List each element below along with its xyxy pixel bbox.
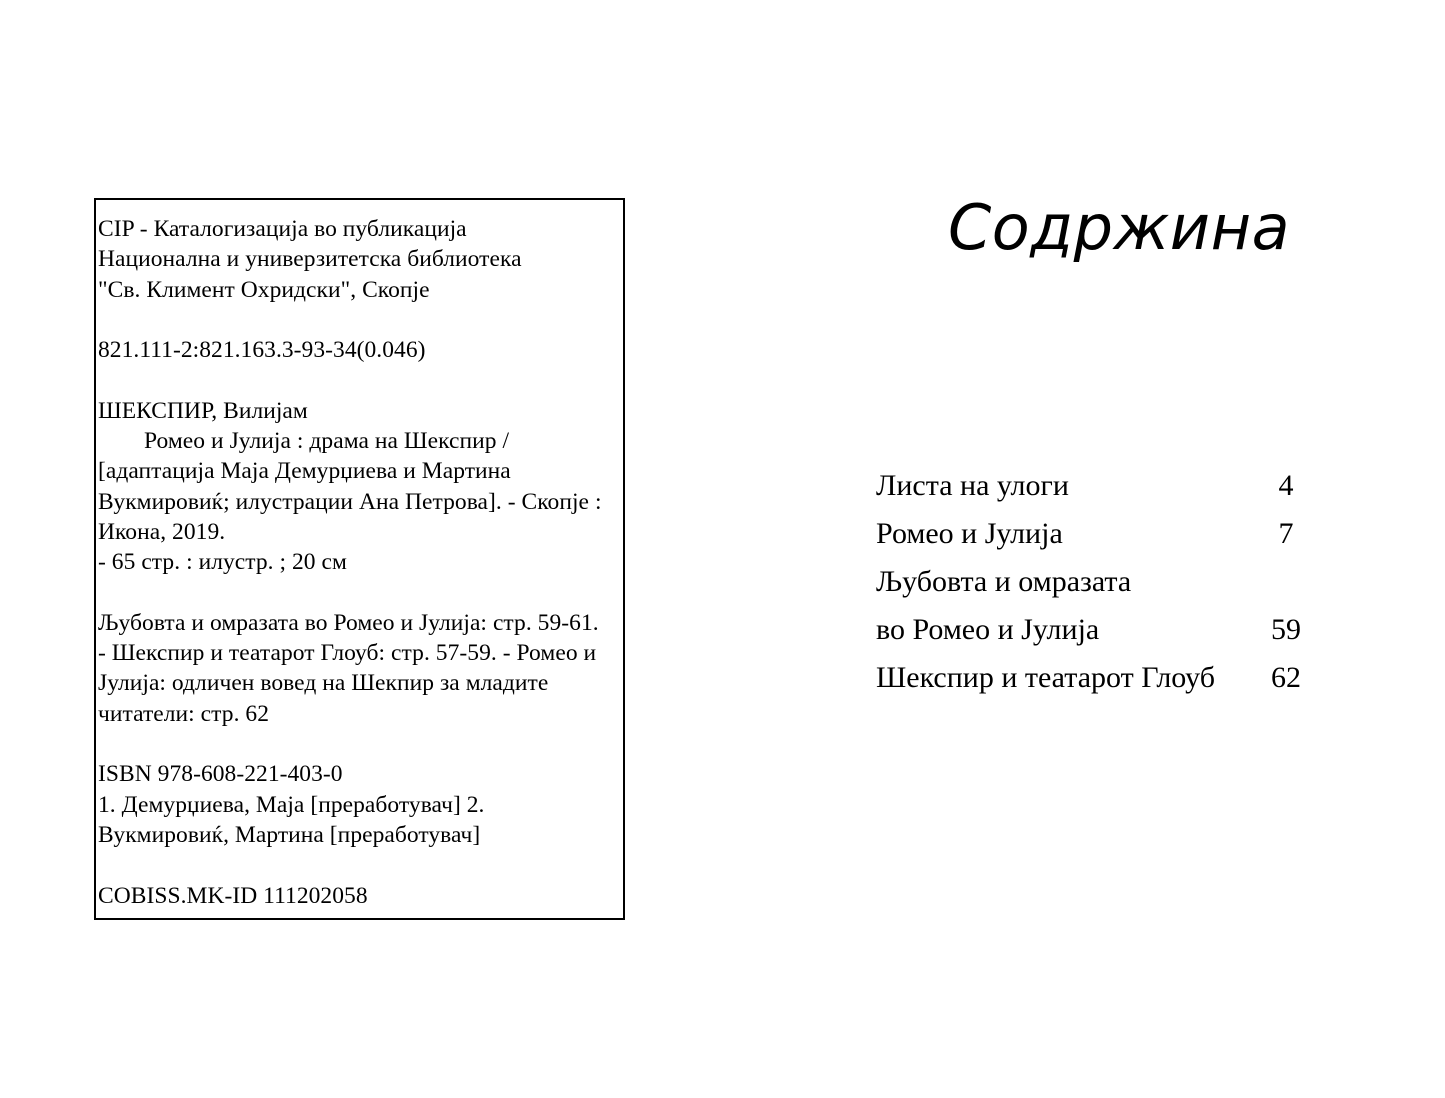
toc-entry-page-number: 62: [1271, 661, 1301, 694]
cip-paragraph-gap: [98, 578, 627, 608]
cip-line: CIP - Каталогизација во публикација: [98, 216, 467, 242]
cip-paragraph-gap: [98, 365, 627, 395]
cip-line: Јулија: одличен вовед на Шекпир за младите: [98, 670, 549, 697]
cip-box-content: [96, 214, 627, 911]
cip-paragraph: [98, 396, 627, 578]
toc-entry[interactable]: [876, 654, 1346, 702]
cip-paragraph: [98, 881, 627, 911]
toc-entry[interactable]: [876, 462, 1346, 510]
table-of-contents: [876, 462, 1346, 702]
cip-line: ШЕКСПИР, Вилијам: [98, 397, 308, 424]
cip-line: 821.111-2:821.163.3-93-34(0.046): [98, 337, 426, 364]
toc-entry-label: Шекспир и театарот Глоуб: [876, 661, 1216, 694]
cip-line: COBISS.MK-ID 111202058: [98, 882, 368, 909]
cip-line: "Св. Климент Охридски", Скопје: [98, 276, 430, 303]
cip-cataloging-box: [94, 198, 625, 920]
cip-paragraph-gap: [98, 729, 627, 759]
cip-line: Икона, 2019.: [98, 518, 226, 545]
cip-paragraph: [98, 335, 627, 365]
cip-line: Вукмировиќ; илустрации Ана Петрова]. - Скопје :: [98, 488, 602, 515]
cip-line: 1. Демурџиева, Маја [преработувач] 2.: [98, 791, 485, 818]
cip-line: - 65 стр. : илустр. ; 20 см: [98, 549, 347, 576]
cip-line: Национална и универзитетска библиотека: [98, 246, 522, 273]
cip-paragraph: [98, 759, 627, 850]
toc-entry-page-number: 4: [1278, 469, 1294, 502]
left-page-copyright: [0, 0, 722, 1098]
cip-line: читатели: стр. 62: [98, 700, 270, 727]
toc-entry[interactable]: [876, 606, 1346, 654]
cip-paragraph-gap: [98, 850, 627, 880]
cip-line: Ромео и Јулија : драма на Шекспир /: [144, 428, 510, 455]
cip-line: Вукмировиќ, Мартина [преработувач]: [98, 821, 481, 848]
toc-entry-label: Љубовта и омразата: [876, 565, 1132, 598]
page-title: Содржина: [948, 191, 1291, 264]
right-page-contents: [722, 0, 1445, 1098]
cip-paragraph: [98, 608, 627, 729]
cip-paragraph-gap: [98, 305, 627, 335]
toc-entry[interactable]: [876, 510, 1346, 558]
toc-entry[interactable]: [876, 558, 1346, 606]
toc-entry-label: Ромео и Јулија: [876, 517, 1063, 550]
toc-entry-page-number: 59: [1271, 613, 1301, 646]
toc-entry-label: Листа на улоги: [876, 469, 1069, 502]
cip-line: ISBN 978-608-221-403-0: [98, 761, 343, 788]
cip-line: [адаптација Маја Демурџиева и Мартина: [98, 458, 511, 485]
toc-entry-label: во Ромео и Јулија: [876, 613, 1100, 646]
cip-paragraph: [98, 214, 627, 305]
cip-line: Љубовта и омразата во Ромео и Јулија: стр. 59-61.: [98, 609, 599, 636]
toc-entry-page-number: 7: [1278, 517, 1294, 550]
cip-line: - Шекспир и театарот Глоуб: стр. 57-59. - Ромео и: [98, 640, 597, 667]
